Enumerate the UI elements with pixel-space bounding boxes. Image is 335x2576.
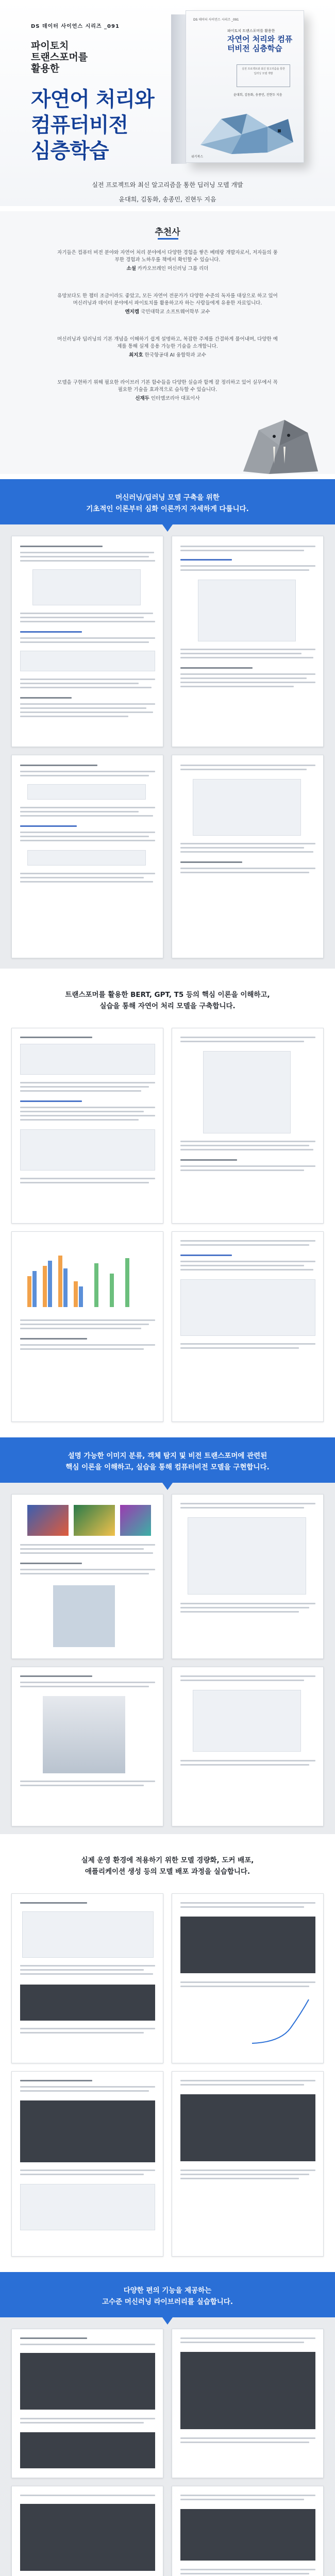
book-subtitle — [31, 40, 124, 74]
book-title — [31, 87, 155, 164]
section-header — [0, 1437, 335, 1483]
sample-page — [172, 1028, 324, 1224]
recommender-name: 엔지켐 — [125, 309, 139, 315]
recommender-role: 한국항공대 AI 융합학과 교수 — [144, 352, 206, 358]
feature-section-nlp — [0, 976, 335, 1430]
sample-page — [172, 1893, 324, 2063]
sample-page — [172, 2071, 324, 2257]
sample-page — [172, 2329, 324, 2478]
cover-series: DS 데이터 사이언스 시리즈 _091 — [193, 18, 239, 22]
section-title-line: 기초적인 이론부터 심화 이론까지 자세하게 다룹니다. — [86, 505, 249, 513]
polygon-animal-illustration — [190, 98, 300, 159]
sample-page — [11, 2329, 163, 2478]
title-line: 컴퓨터비전 — [31, 113, 128, 137]
subtitle-line: 트랜스포머를 — [31, 52, 88, 63]
sample-page — [11, 2071, 163, 2257]
section-title-line: 다양한 편의 기능을 제공하는 — [123, 2286, 212, 2295]
recommendation-text: 머신러닝과 딥러닝의 기본 개념을 이해하기 쉽게 설명하고, 복잡한 주제를 간결하게 풀어내며, 다양한 예제를 통해 실제 응용 가능한 기술을 소개합니다. — [57, 336, 278, 349]
sample-page — [11, 1231, 163, 1422]
recommendation-text: 모델을 구현하기 위해 필요한 라이브러 기본 함수들을 다양한 실습과 함께 잘 정리하고 있어 실무에서 꼭 필요한 기술을 효과적으로 습득할 수 있습니다. — [57, 380, 278, 393]
section-header — [0, 976, 335, 1022]
recommender — [57, 395, 278, 403]
subtitle-line: 파이토치 — [31, 40, 69, 52]
sample-page — [11, 536, 163, 747]
subtitle-line: 활용한 — [31, 63, 60, 74]
header-pointer — [162, 2317, 173, 2325]
recommender — [57, 265, 278, 273]
title-line: 자연어 처리와 — [31, 88, 154, 111]
cover-authors: 윤대희, 김동화, 송종민, 진현두 지음 — [233, 93, 282, 97]
recommender — [57, 351, 278, 360]
section-title-line: 고수준 머신러닝 라이브러리를 실습합니다. — [102, 2298, 233, 2306]
sample-page — [11, 1893, 163, 2063]
section-header — [0, 2272, 335, 2317]
sample-page — [172, 1494, 324, 1659]
recommender-name: 신재두 — [135, 396, 149, 401]
recommendation-title: 추천사 — [155, 227, 180, 238]
title-line: 심층학습 — [31, 139, 109, 163]
recommender-name: 소설 — [126, 266, 136, 272]
sample-page — [172, 755, 324, 958]
sample-page — [11, 755, 163, 958]
book-cover — [186, 10, 304, 163]
recommender-role: 국민대학교 소프트웨어학부 교수 — [141, 309, 210, 315]
series-label: DS 데이터 사이언스 시리즈 _091 — [31, 24, 120, 29]
section-title-line: 실습을 통해 자연어 처리 모델을 구축합니다. — [99, 1002, 236, 1010]
sample-page — [172, 2486, 324, 2576]
recommendation-item — [57, 249, 278, 273]
bar-figure — [22, 1240, 154, 1312]
book-cover-image — [166, 10, 315, 164]
sample-page — [11, 1494, 163, 1659]
walrus-illustration — [223, 410, 326, 477]
book-authors: 윤대희, 김동화, 송종민, 진현두 지음 — [119, 196, 216, 203]
book-tagline: 실전 프로젝트와 최신 알고리즘을 통한 딥러닝 모델 개발 — [92, 181, 243, 189]
sample-page — [11, 2486, 163, 2576]
feature-section-deploy — [0, 1842, 335, 2264]
header-pointer — [162, 1483, 173, 1490]
feature-section-library — [0, 2272, 335, 2576]
section-title-line: 핵심 이론을 이해하고, 실습을 통해 컴퓨터비전 모델을 구현합니다. — [65, 1463, 270, 1471]
cover-tagline-box: 실전 프로젝트와 최신 알고리즘을 통한 딥러닝 모델 개발 — [237, 64, 290, 87]
sample-page — [11, 1667, 163, 1826]
sample-page — [172, 1667, 324, 1826]
recommendation-item — [57, 293, 278, 316]
section-title-line: 애플리케이션 생성 등의 모델 배포 과정을 실습합니다. — [85, 1868, 250, 1876]
cover-subtitle: 파이토치 트랜스포머를 활용한 — [227, 29, 275, 33]
title-underline — [158, 238, 178, 240]
hero-banner — [0, 0, 335, 206]
section-header — [0, 479, 335, 524]
recommendation-text: 유망보다도 한 챕터 조금이라도 좋았고, 모든 자연어 전문가가 다양한 수준의 독자를 대상으로 하고 있어 머신러닝과 데이터 분야에서 파이토치를 활용하고자 하는 사람들에게 유용한 자료입니다. — [57, 293, 278, 306]
recommender-role: 인터엠코리아 대표이사 — [150, 396, 200, 401]
section-title-line: 설명 가능한 이미지 분류, 객체 탐지 및 비전 트랜스포머에 관련된 — [68, 1452, 267, 1460]
recommendation-section — [0, 211, 335, 474]
section-title-line: 머신러닝/딥러닝 모델 구축을 위한 — [115, 494, 220, 502]
recommendation-text: 자기들은 컴퓨터 비전 분야와 자연어 처리 분야에서 다양한 경험을 쌓은 베테랑 개발자로서, 저자들의 풍부한 경험과 노하우를 책에서 확인할 수 있습니다. — [57, 250, 278, 263]
recommender-role: 카카오브레인 머신러닝 그룹 리더 — [137, 266, 209, 272]
recommender — [57, 308, 278, 316]
feature-section-vision — [0, 1437, 335, 1834]
header-pointer — [162, 524, 173, 532]
sample-page — [172, 536, 324, 747]
section-title-line: 실제 운영 환경에 적용하기 위한 모델 경량화, 도커 배포, — [81, 1856, 254, 1865]
curve-figure — [249, 1997, 311, 2048]
cover-title: 자연어 처리와 컴퓨터비전 심층학습 — [227, 35, 293, 53]
feature-section-theory — [0, 479, 335, 969]
sample-page — [172, 1231, 324, 1422]
book-spine — [171, 14, 187, 164]
section-header — [0, 1842, 335, 1887]
section-title-line: 트랜스포머를 활용한 BERT, GPT, T5 등의 핵심 이론을 이해하고, — [65, 991, 270, 999]
recommendation-item — [57, 379, 278, 403]
cover-publisher: 위키북스 — [191, 155, 204, 159]
recommender-name: 최지호 — [129, 352, 143, 358]
sample-page — [11, 1028, 163, 1224]
recommendation-item — [57, 336, 278, 360]
